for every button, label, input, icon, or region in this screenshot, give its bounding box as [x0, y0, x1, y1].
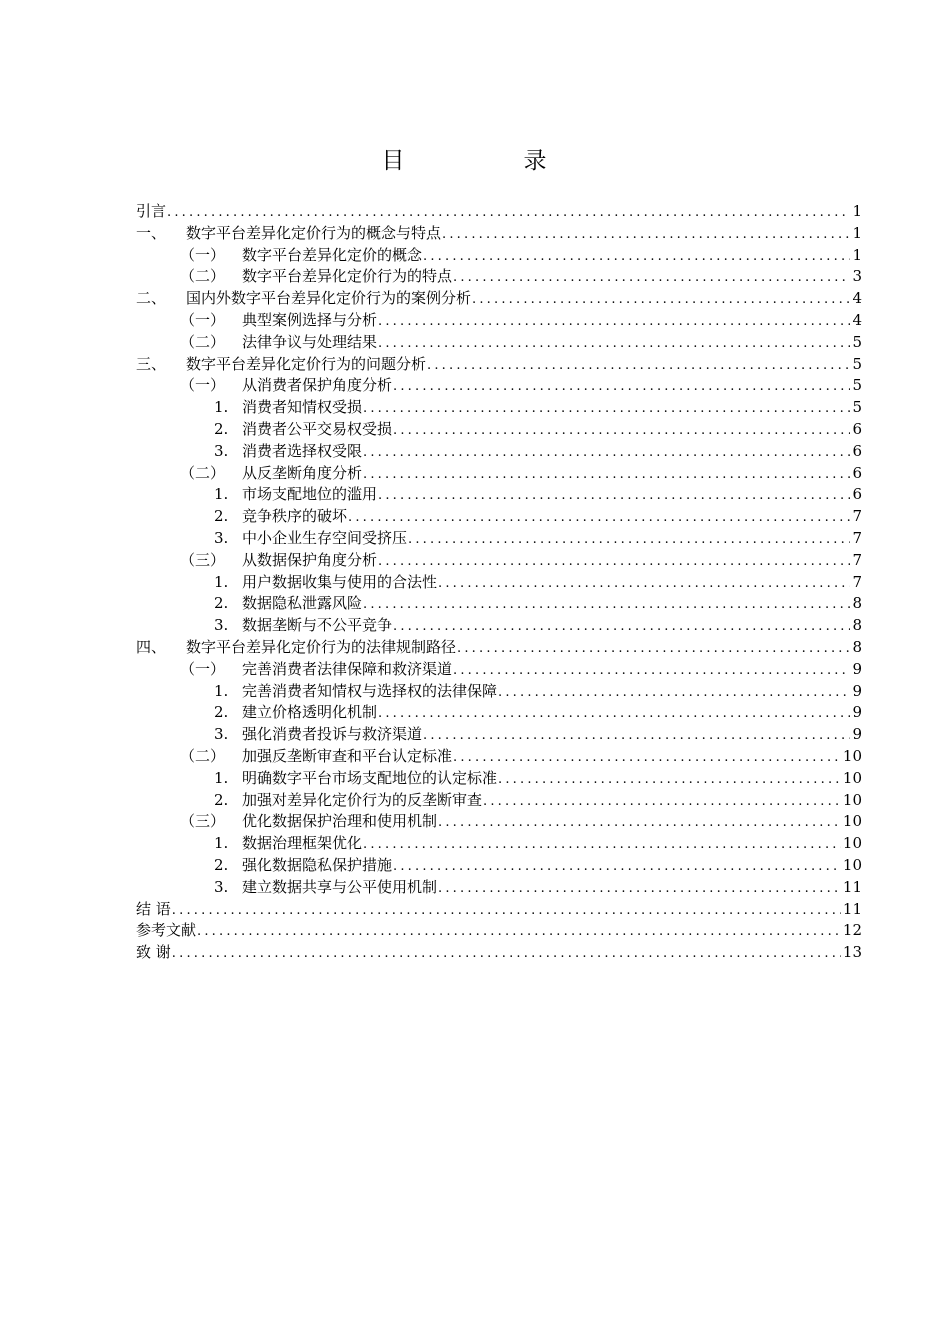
toc-dot-leader — [456, 638, 850, 660]
toc-entry[interactable] — [136, 354, 862, 376]
toc-entry-title: 数据隐私泄露风险 — [242, 594, 363, 613]
toc-entry-number: （三） — [180, 550, 226, 569]
toc-entry-title: 消费者公平交易权受损 — [242, 419, 393, 438]
toc-entry[interactable] — [136, 877, 862, 899]
toc-dot-leader — [422, 246, 850, 268]
toc-entry-page-number: 10 — [842, 768, 862, 787]
toc-entry[interactable] — [136, 899, 862, 921]
toc-entry[interactable] — [136, 484, 862, 506]
toc-dot-leader — [422, 725, 850, 747]
toc-dot-leader — [392, 420, 850, 442]
toc-dot-leader — [392, 856, 841, 878]
toc-dot-leader — [441, 224, 850, 246]
toc-entry-number: 3. — [214, 725, 229, 744]
toc-dot-leader — [437, 573, 850, 595]
toc-dot-leader — [452, 267, 850, 289]
toc-entry-number: 1. — [214, 485, 229, 504]
toc-entry-number: 2. — [214, 594, 229, 613]
toc-entry[interactable] — [136, 375, 862, 397]
toc-entry-title: 从数据保护角度分析 — [242, 550, 378, 569]
toc-entry-number: 一、 — [136, 223, 167, 242]
toc-entry[interactable] — [136, 572, 862, 594]
toc-entry-page-number: 9 — [852, 725, 862, 744]
toc-entry[interactable] — [136, 615, 862, 637]
toc-entry[interactable] — [136, 332, 862, 354]
toc-entry-page-number: 10 — [842, 855, 862, 874]
toc-entry-title: 从消费者保护角度分析 — [242, 376, 393, 395]
toc-dot-leader — [171, 900, 841, 922]
toc-entry-number: 1. — [214, 768, 229, 787]
toc-entry-number: （一） — [180, 376, 226, 395]
toc-entry[interactable] — [136, 746, 862, 768]
toc-entry[interactable] — [136, 310, 862, 332]
toc-entry-title: 致 谢 — [136, 943, 171, 962]
toc-entry-number: （三） — [180, 812, 226, 831]
toc-dot-leader — [426, 355, 850, 377]
toc-entry-page-number: 11 — [842, 899, 862, 918]
toc-dot-leader — [377, 703, 850, 725]
toc-entry-title: 消费者选择权受限 — [242, 441, 363, 460]
toc-entry-page-number: 7 — [852, 507, 862, 526]
toc-entry[interactable] — [136, 506, 862, 528]
toc-entry-title: 数据垄断与不公平竞争 — [242, 616, 393, 635]
toc-entry-number: 2. — [214, 855, 229, 874]
toc-entry-number: 1. — [214, 834, 229, 853]
toc-entry[interactable] — [136, 768, 862, 790]
toc-entry-number: 二、 — [136, 289, 167, 308]
toc-entry-page-number: 6 — [852, 419, 862, 438]
toc-entry-title: 建立数据共享与公平使用机制 — [242, 877, 438, 896]
toc-dot-leader — [482, 791, 841, 813]
toc-entry-page-number: 10 — [842, 834, 862, 853]
toc-dot-leader — [362, 594, 850, 616]
toc-dot-leader — [392, 616, 850, 638]
toc-entry-title: 优化数据保护治理和使用机制 — [242, 812, 438, 831]
toc-entry[interactable] — [136, 920, 862, 942]
toc-dot-leader — [166, 202, 850, 224]
toc-entry-title: 数字平台差异化定价行为的概念与特点 — [186, 223, 442, 242]
toc-entry[interactable] — [136, 245, 862, 267]
toc-entry-title: 数字平台差异化定价行为的法律规制路径 — [186, 637, 457, 656]
toc-entry-title: 用户数据收集与使用的合法性 — [242, 572, 438, 591]
toc-entry-title: 从反垄断角度分析 — [242, 463, 363, 482]
toc-entry-page-number: 13 — [842, 943, 862, 962]
toc-entry-page-number: 8 — [852, 594, 862, 613]
toc-dot-leader — [452, 747, 841, 769]
toc-entry-page-number: 10 — [842, 812, 862, 831]
toc-entry-number: （一） — [180, 310, 226, 329]
toc-entry-title: 数据治理框架优化 — [242, 834, 363, 853]
toc-entry[interactable] — [136, 659, 862, 681]
toc-entry-title: 完善消费者法律保障和救济渠道 — [242, 659, 453, 678]
toc-entry-number: 2. — [214, 790, 229, 809]
toc-entry-page-number: 8 — [852, 637, 862, 656]
toc-entry-number: 三、 — [136, 354, 167, 373]
toc-entry-number: 3. — [214, 441, 229, 460]
toc-entry-title: 市场支配地位的滥用 — [242, 485, 378, 504]
toc-dot-leader — [497, 682, 850, 704]
toc-entry-title: 数字平台差异化定价行为的特点 — [242, 267, 453, 286]
toc-entry-title: 竞争秩序的破坏 — [242, 507, 348, 526]
toc-entry[interactable] — [136, 266, 862, 288]
toc-entry[interactable] — [136, 288, 862, 310]
toc-entry[interactable] — [136, 201, 862, 223]
toc-entry[interactable] — [136, 942, 862, 964]
toc-entry-number: （二） — [180, 746, 226, 765]
toc-entry-title: 中小企业生存空间受挤压 — [242, 528, 408, 547]
toc-entry[interactable] — [136, 528, 862, 550]
toc-entry[interactable] — [136, 681, 862, 703]
toc-entry[interactable] — [136, 550, 862, 572]
toc-entry-page-number: 8 — [852, 616, 862, 635]
toc-dot-leader — [437, 878, 841, 900]
toc-entry-number: 1. — [214, 572, 229, 591]
toc-entry[interactable] — [136, 419, 862, 441]
toc-dot-leader — [362, 398, 850, 420]
toc-entry[interactable] — [136, 637, 862, 659]
toc-dot-leader — [362, 464, 850, 486]
toc-entry-title: 典型案例选择与分析 — [242, 310, 378, 329]
toc-entry-page-number: 12 — [842, 921, 862, 940]
toc-entry-number: 3. — [214, 528, 229, 547]
toc-entry-number: 2. — [214, 419, 229, 438]
toc-entry-page-number: 11 — [842, 877, 862, 896]
toc-dot-leader — [362, 834, 841, 856]
toc-entry[interactable] — [136, 724, 862, 746]
toc-entry-page-number: 10 — [842, 790, 862, 809]
toc-dot-leader — [497, 769, 841, 791]
toc-entry-number: （一） — [180, 659, 226, 678]
toc-entry-number: （二） — [180, 463, 226, 482]
toc-entry-page-number: 1 — [852, 202, 862, 220]
toc-entry[interactable] — [136, 855, 862, 877]
toc-entry-title: 建立价格透明化机制 — [242, 703, 378, 722]
toc-entry[interactable] — [136, 463, 862, 485]
toc-dot-leader — [196, 921, 841, 943]
toc-entry-page-number: 7 — [852, 528, 862, 547]
toc-dot-leader — [392, 376, 850, 398]
toc-entry-title: 数字平台差异化定价行为的问题分析 — [186, 354, 427, 373]
toc-entry-page-number: 6 — [852, 463, 862, 482]
toc-entry-number: 1. — [214, 681, 229, 700]
toc-dot-leader — [437, 812, 841, 834]
toc-entry-page-number: 7 — [852, 572, 862, 591]
toc-entry-page-number: 6 — [852, 485, 862, 504]
toc-entry-title: 明确数字平台市场支配地位的认定标准 — [242, 768, 498, 787]
toc-list — [136, 201, 862, 964]
toc-entry-page-number: 5 — [852, 332, 862, 351]
toc-entry[interactable] — [136, 397, 862, 419]
toc-entry-title: 数字平台差异化定价的概念 — [242, 245, 423, 264]
toc-entry-page-number: 5 — [852, 398, 862, 417]
toc-dot-leader — [377, 311, 850, 333]
toc-entry-title: 加强反垄断审查和平台认定标准 — [242, 746, 453, 765]
toc-entry-title: 加强对差异化定价行为的反垄断审查 — [242, 790, 483, 809]
toc-entry-title: 参考文献 — [136, 921, 197, 940]
toc-dot-leader — [377, 333, 850, 355]
toc-entry[interactable] — [136, 702, 862, 724]
toc-entry-page-number: 1 — [852, 245, 862, 264]
toc-entry-page-number: 3 — [852, 267, 862, 286]
toc-dot-leader — [171, 943, 841, 965]
toc-entry-title: 强化消费者投诉与救济渠道 — [242, 725, 423, 744]
toc-entry-page-number: 10 — [842, 746, 862, 765]
toc-entry-title: 消费者知情权受损 — [242, 398, 363, 417]
toc-entry-number: （二） — [180, 267, 226, 286]
toc-dot-leader — [377, 551, 850, 573]
toc-entry-number: 1. — [214, 398, 229, 417]
toc-entry-page-number: 5 — [852, 354, 862, 373]
toc-entry-title: 强化数据隐私保护措施 — [242, 855, 393, 874]
toc-entry-number: 3. — [214, 616, 229, 635]
toc-entry-title: 引言 — [136, 202, 167, 220]
toc-dot-leader — [347, 507, 850, 529]
toc-entry-title: 法律争议与处理结果 — [242, 332, 378, 351]
toc-dot-leader — [452, 660, 850, 682]
toc-dot-leader — [471, 289, 850, 311]
toc-entry-title: 结 语 — [136, 899, 171, 918]
toc-dot-leader — [377, 485, 850, 507]
toc-entry-page-number: 9 — [852, 659, 862, 678]
toc-title: 目 录 — [381, 148, 595, 174]
toc-entry[interactable] — [136, 593, 862, 615]
toc-entry-page-number: 9 — [852, 703, 862, 722]
toc-entry-title: 国内外数字平台差异化定价行为的案例分析 — [186, 289, 472, 308]
toc-entry-page-number: 7 — [852, 550, 862, 569]
toc-entry-page-number: 1 — [852, 223, 862, 242]
toc-entry[interactable] — [136, 790, 862, 812]
toc-entry-number: 3. — [214, 877, 229, 896]
toc-entry-page-number: 4 — [852, 289, 862, 308]
toc-entry-number: （二） — [180, 332, 226, 351]
toc-entry-page-number: 4 — [852, 310, 862, 329]
toc-dot-leader — [362, 442, 850, 464]
toc-entry-page-number: 6 — [852, 441, 862, 460]
toc-entry-page-number: 9 — [852, 681, 862, 700]
toc-entry[interactable] — [136, 441, 862, 463]
toc-entry-number: 2. — [214, 703, 229, 722]
toc-dot-leader — [407, 529, 850, 551]
toc-entry-page-number: 5 — [852, 376, 862, 395]
toc-entry[interactable] — [136, 811, 862, 833]
toc-entry-number: 四、 — [136, 637, 167, 656]
toc-entry-number: 2. — [214, 507, 229, 526]
toc-entry-number: （一） — [180, 245, 226, 264]
toc-entry[interactable] — [136, 833, 862, 855]
toc-entry[interactable] — [136, 223, 862, 245]
toc-entry-title: 完善消费者知情权与选择权的法律保障 — [242, 681, 498, 700]
